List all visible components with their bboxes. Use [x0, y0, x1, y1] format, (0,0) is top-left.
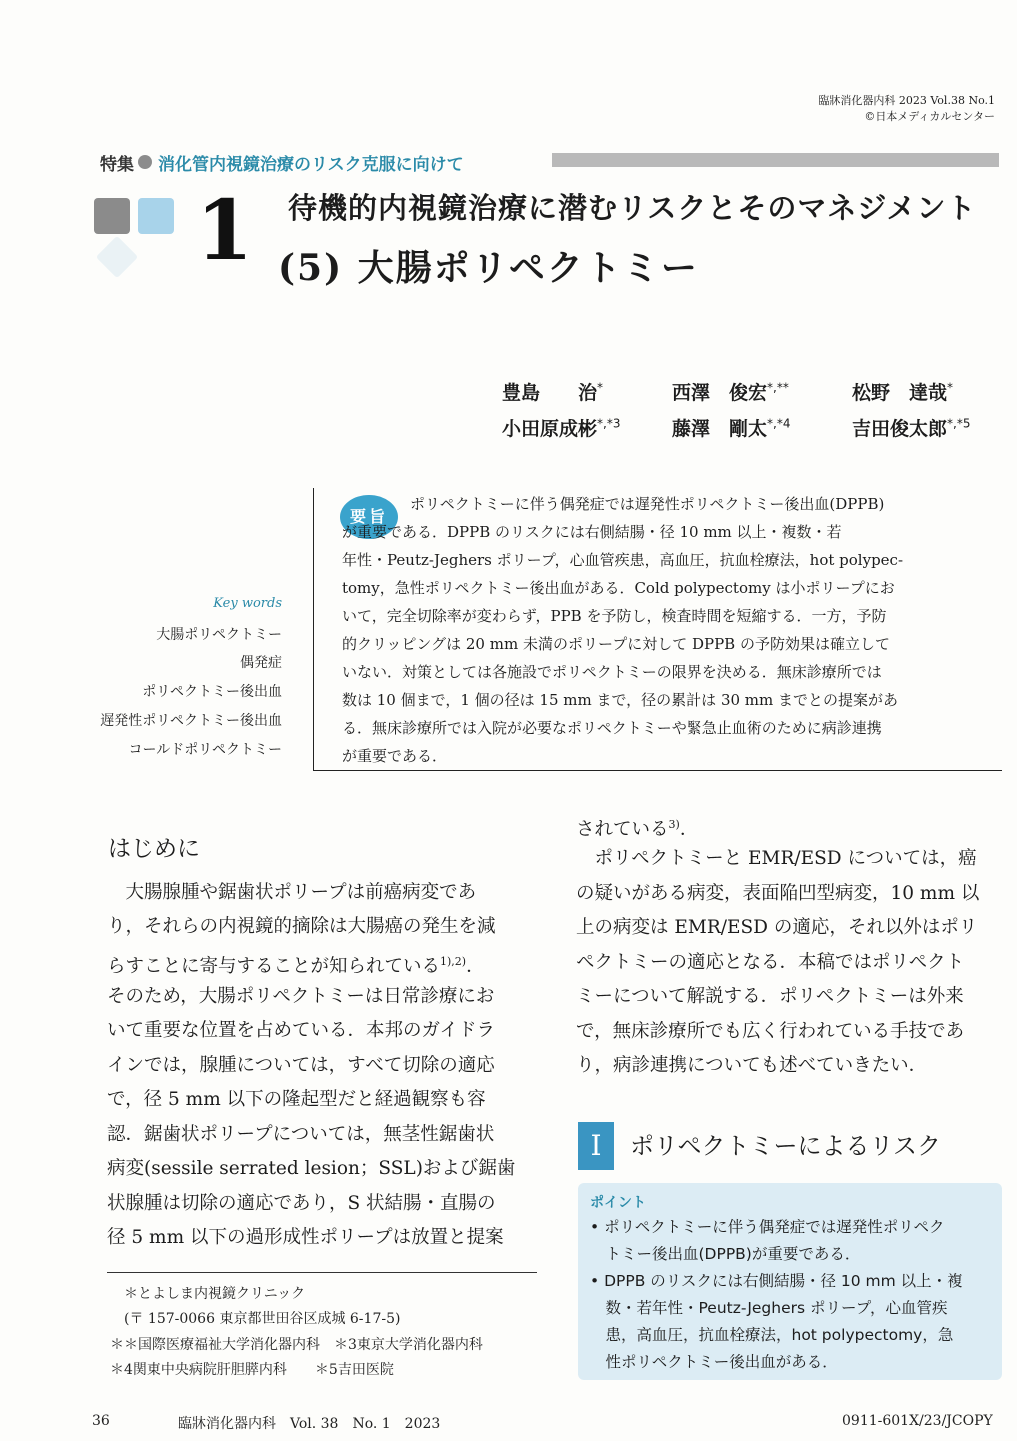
section-heading: ポリペクトミーによるリスク: [630, 1132, 942, 1160]
abstract-line: が重要である．: [342, 747, 448, 765]
keyword: 遅発性ポリペクトミー後出血: [100, 713, 282, 729]
publisher-line: ©日本メディカルセンター: [864, 110, 995, 123]
abstract-line: いない．対策としては各施設でポリペクトミーの限界を決める．無床診療所では: [342, 663, 882, 681]
abstract-line: 年性・Peutz-Jeghers ポリープ，心血管疾患，高血圧，抗血栓療法，hot polypec-: [342, 551, 904, 569]
abstract-line: 数は 10 個まで，1 個の径は 15 mm まで，径の累計は 30 mm までとの提案があ: [342, 691, 899, 709]
keyword: コールドポリペクトミー: [128, 742, 282, 758]
feature-bar: [552, 153, 999, 167]
body-line: 上の病変は EMR/ESD の適応，それ以外はポリ: [576, 917, 978, 938]
decor-square-blue: [138, 198, 174, 234]
body-line: インでは，腺腫については，すべて切除の適応: [107, 1055, 495, 1076]
footnote-rule: [107, 1272, 537, 1273]
body-line: で，径 5 mm 以下の隆起型だと経過観察も容: [107, 1089, 486, 1110]
body-line: 状腺腫は切除の適応であり，S 状結腸・直腸の: [107, 1193, 496, 1214]
point-line: • ポリペクトミーに伴う偶発症では遅発性ポリペク: [590, 1218, 945, 1236]
page-number: 36: [92, 1413, 110, 1429]
journal-citation: 臨牀消化器内科 2023 Vol.38 No.1: [818, 94, 995, 107]
author: 西澤 俊宏*,**: [672, 380, 789, 404]
decor-diamond: [96, 236, 138, 278]
body-line: ペクトミーの適応となる．本稿ではポリペクト: [576, 952, 965, 973]
body-line: 大腸腺腫や鋸歯状ポリープは前癌病変であ: [107, 882, 477, 903]
feature-topic: 消化管内視鏡治療のリスク克服に向けて: [158, 154, 464, 175]
author: 松野 達哉*: [852, 380, 954, 404]
footer-code: 0911-601X/23/JCOPY: [842, 1413, 993, 1429]
body-line: されている$^{3)}$．: [576, 818, 699, 841]
point-line: 性ポリペクトミー後出血がある．: [590, 1353, 838, 1371]
author: 豊島 治*: [502, 380, 604, 404]
feature-heading: [100, 148, 464, 176]
body-line: 径 5 mm 以下の過形成性ポリープは放置と提案: [107, 1227, 504, 1248]
body-line: り，それらの内視鏡的摘除は大腸癌の発生を減: [107, 916, 496, 937]
footer-journal: 臨牀消化器内科 Vol. 38 No. 1 2023: [178, 1416, 441, 1432]
point-heading: ポイント: [590, 1195, 646, 1211]
abstract-line: tomy，急性ポリペクトミー後出血がある．Cold polypectomy は小ポリープにお: [342, 579, 895, 597]
body-line: 認．鋸歯状ポリープについては，無茎性鋸歯状: [107, 1124, 495, 1145]
abstract-line: が重要である．DPPB のリスクには右側結腸・径 10 mm 以上・複数・若: [342, 523, 842, 541]
point-line: 患，高血圧，抗血栓療法，hot polypectomy，急: [590, 1326, 954, 1344]
footnote-line: (〒 157-0066 東京都世田谷区成城 6-17-5): [110, 1311, 401, 1327]
keywords-heading: Key words: [213, 596, 282, 611]
feature-label: 特集: [100, 154, 134, 175]
abstract-line: る．無床診療所では入院が必要なポリペクトミーや緊急止血術のために病診連携: [342, 719, 882, 737]
abstract-line: 的クリッピングは 20 mm 未満のポリープに対して DPPB の予防効果は確立して: [342, 635, 890, 653]
body-line: ポリペクトミーと EMR/ESD については，癌: [576, 848, 977, 869]
article-title: 待機的内視鏡治療に潜むリスクとそのマネジメント: [288, 191, 977, 225]
footnote-line: ＊4関東中央病院肝胆膵内科 ＊5吉田医院: [110, 1362, 394, 1378]
keyword: 偶発症: [240, 655, 282, 671]
chapter-number: 1: [196, 183, 254, 279]
point-line: • DPPB のリスクには右側結腸・径 10 mm 以上・複: [590, 1272, 963, 1290]
body-line: そのため，大腸ポリペクトミーは日常診療にお: [107, 986, 495, 1007]
body-line: で，無床診療所でも広く行われている手技であ: [576, 1021, 965, 1042]
author: 小田原成彬$^{*,*3}$: [502, 416, 621, 440]
point-line: 数・若年性・Peutz-Jeghers ポリープ，心血管疾: [590, 1299, 948, 1317]
body-line: 病変(sessile serrated lesion；SSL)および鋸歯: [107, 1158, 516, 1179]
author: 吉田俊太郎$^{*,*5}$: [852, 416, 971, 440]
bullet-dot-icon: [138, 155, 152, 169]
body-line: いて重要な位置を占めている．本邦のガイドラ: [107, 1020, 495, 1041]
decor-square-gray: [94, 198, 130, 234]
body-line: らすことに寄与することが知られている$^{1),2)}$．: [107, 955, 485, 978]
body-line: り，病診連携についても述べていきたい．: [576, 1055, 928, 1076]
section-heading-intro: はじめに: [108, 836, 200, 862]
keyword: 大腸ポリペクトミー: [156, 627, 282, 643]
article-subtitle: (5) 大腸ポリペクトミー: [278, 247, 699, 289]
abstract-line: ポリペクトミーに伴う偶発症では遅発性ポリペクトミー後出血(DPPB): [410, 495, 885, 513]
abstract-badge: 要旨: [340, 495, 398, 539]
keyword: ポリペクトミー後出血: [142, 684, 282, 700]
author: 藤澤 剛太$^{*,*4}$: [672, 416, 791, 440]
point-line: トミー後出血(DPPB)が重要である．: [590, 1245, 861, 1263]
body-line: ミーについて解説する．ポリペクトミーは外来: [576, 986, 964, 1007]
footnote-line: ＊とよしま内視鏡クリニック: [110, 1286, 306, 1302]
footnote-line: ＊＊国際医療福祉大学消化器内科 ＊3東京大学消化器内科: [110, 1337, 483, 1353]
section-number-badge: I: [578, 1122, 614, 1170]
abstract-line: いて，完全切除率が変わらず，PPB を予防し，検査時間を短縮する．一方，予防: [342, 607, 887, 625]
body-line: の疑いがある病変，表面陥凹型病変，10 mm 以: [576, 883, 980, 904]
